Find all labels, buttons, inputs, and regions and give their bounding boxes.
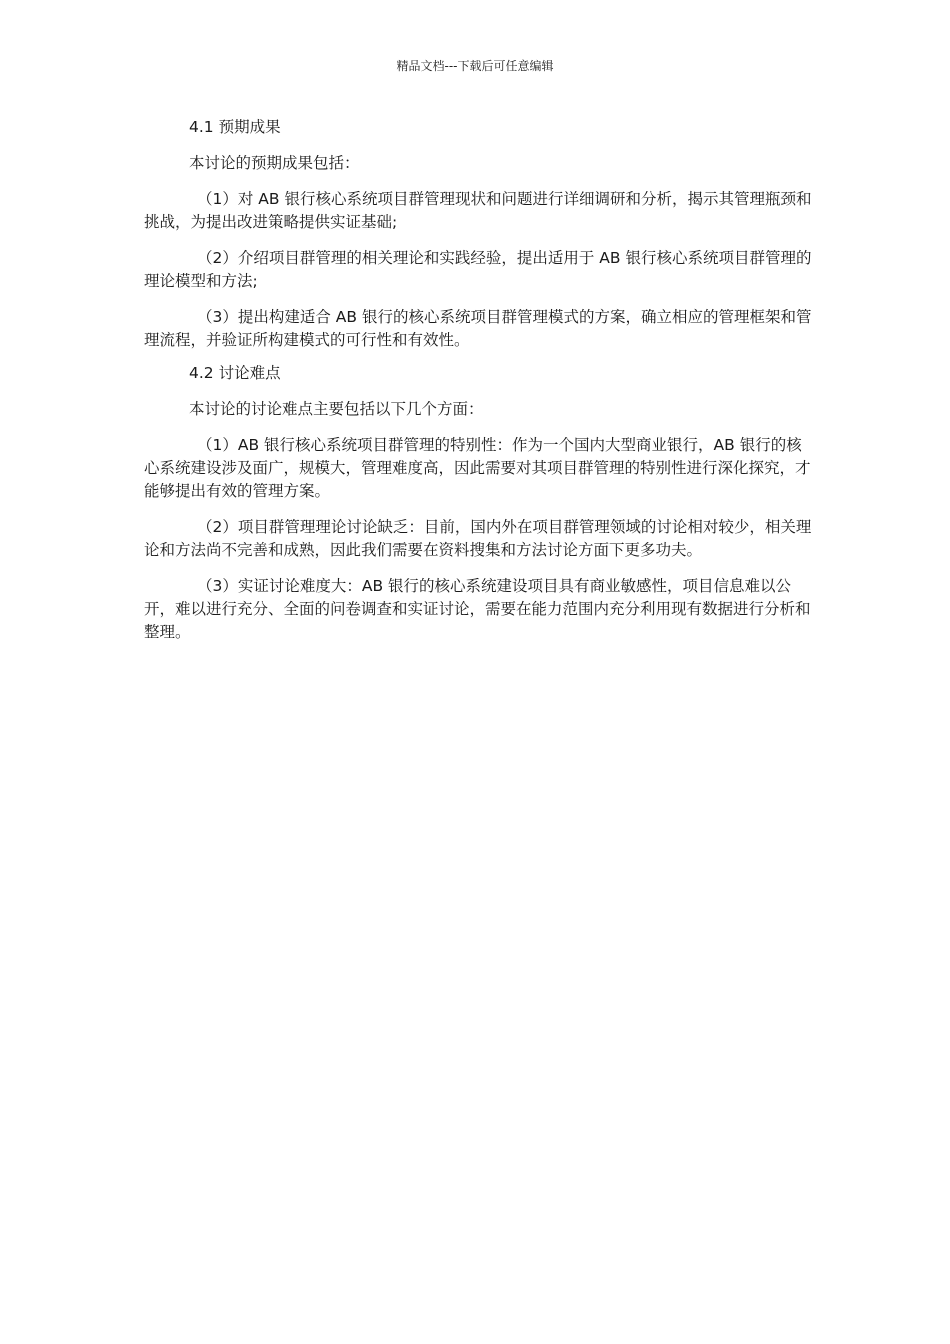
- document-body: [144, 116, 814, 657]
- list-item: （1）对 AB 银行核心系统项目群管理现状和问题进行详细调研和分析，揭示其管理瓶颈和挑战，为提出改进策略提供实证基础;: [144, 190, 812, 231]
- list-item: （2）项目群管理理论讨论缺乏：目前，国内外在项目群管理领域的讨论相对较少，相关理论和方法尚不完善和成熟，因此我们需要在资料搜集和方法讨论方面下更多功夫。: [144, 518, 812, 559]
- section-intro-4-2: 本讨论的讨论难点主要包括以下几个方面：: [189, 400, 484, 418]
- list-item: （2）介绍项目群管理的相关理论和实践经验，提出适用于 AB 银行核心系统项目群管理的理论模型和方法;: [144, 249, 812, 290]
- list-item: （1）AB 银行核心系统项目群管理的特别性：作为一个国内大型商业银行，AB 银行的核心系统建设涉及面广，规模大，管理难度高，因此需要对其项目群管理的特别性进行深化探究，才能够提出有效的管理方案。: [144, 436, 811, 500]
- section-intro-4-1: 本讨论的预期成果包括：: [189, 154, 360, 172]
- list-item: （3）提出构建适合 AB 银行的核心系统项目群管理模式的方案，确立相应的管理框架和管理流程，并验证所构建模式的可行性和有效性。: [144, 308, 812, 349]
- page-header: 精品文档---下载后可任意编辑: [396, 59, 554, 73]
- section-heading-4-1: 4.1 预期成果: [189, 118, 281, 136]
- section-heading-4-2: 4.2 讨论难点: [189, 364, 281, 382]
- list-item: （3）实证讨论难度大：AB 银行的核心系统建设项目具有商业敏感性，项目信息难以公开，难以进行充分、全面的问卷调查和实证讨论，需要在能力范围内充分利用现有数据进行分析和整理。: [144, 577, 811, 641]
